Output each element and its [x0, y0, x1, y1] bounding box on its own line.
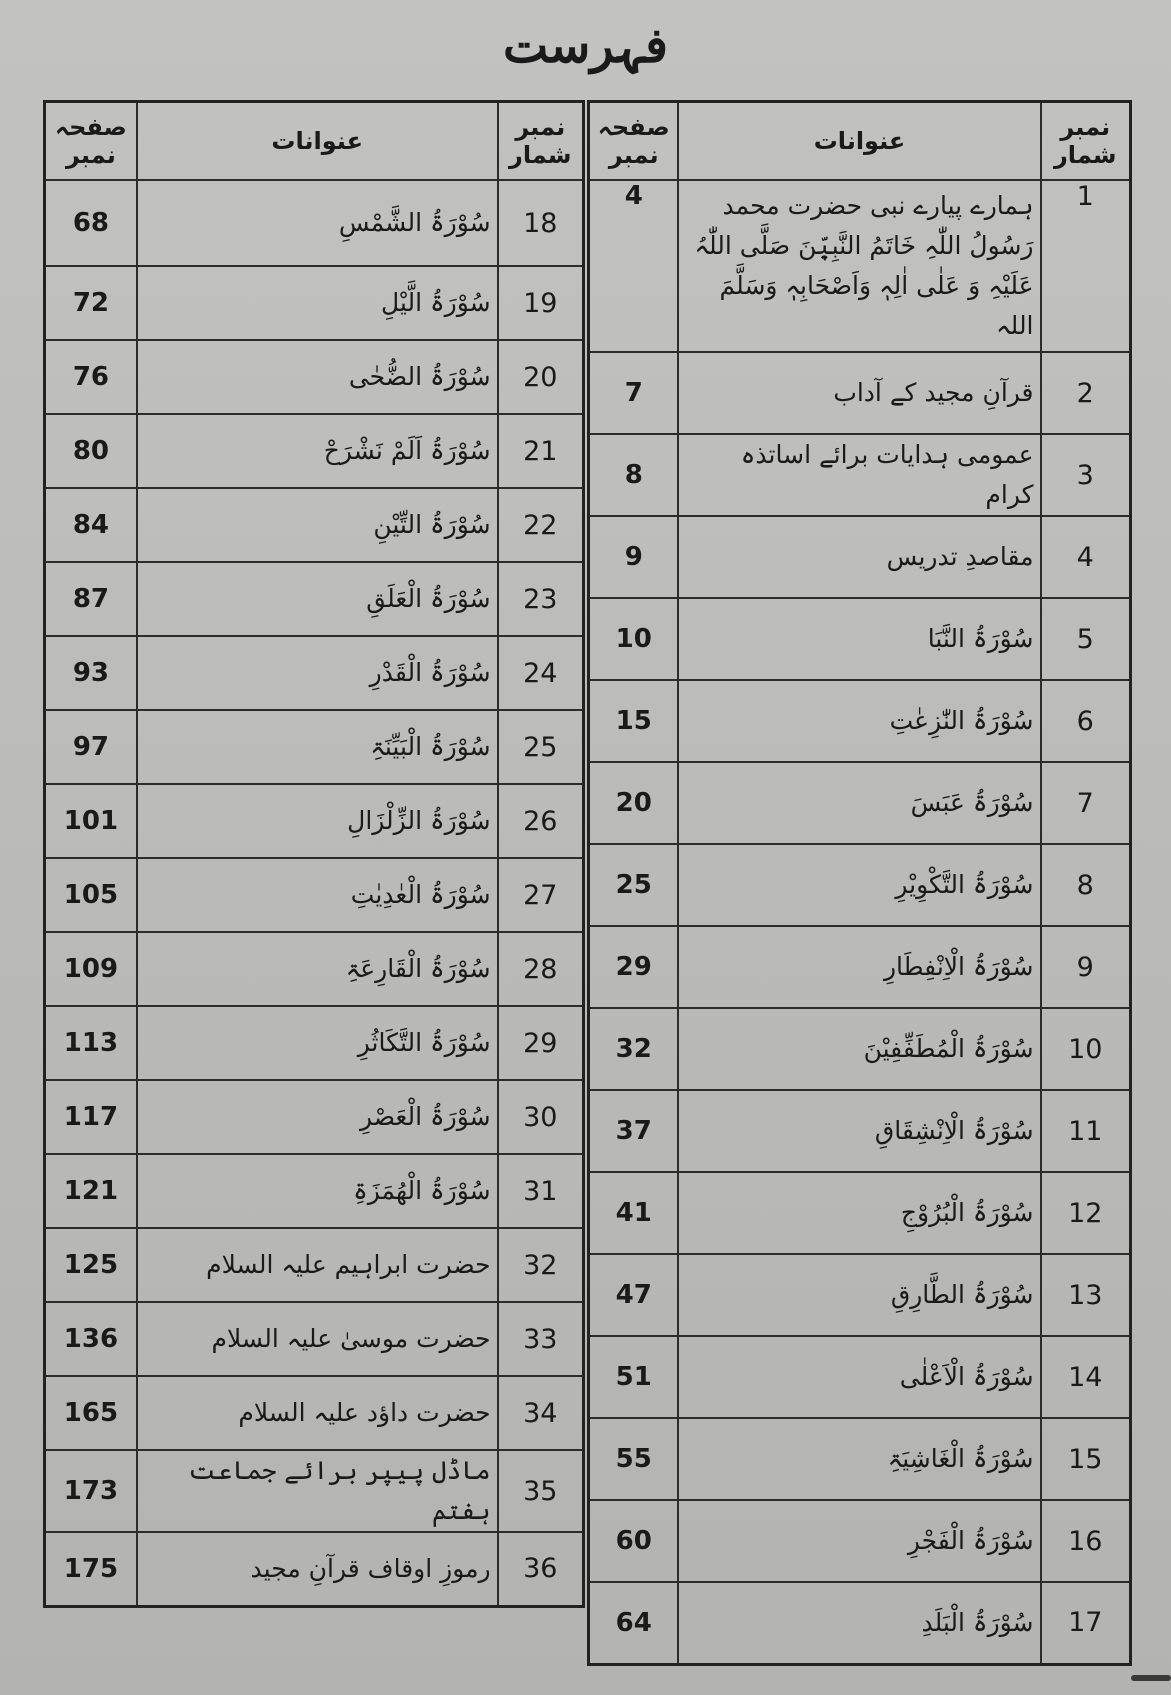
topic-title-cell: سُوْرَۃُ الْاِنْفِطَارِ — [678, 926, 1040, 1008]
serial-number-cell: 19 — [498, 266, 584, 340]
page-number-cell: 10 — [589, 598, 679, 680]
serial-number-cell: 18 — [498, 180, 584, 266]
table-header-row — [589, 102, 1131, 181]
topic-title-cell: سُوْرَۃُ الْمُطَفِّفِیْنَ — [678, 1008, 1040, 1090]
table-row — [589, 762, 1131, 844]
topic-title-cell: قرآنِ مجید کے آداب — [678, 352, 1040, 434]
serial-number-cell: 16 — [1041, 1500, 1131, 1582]
serial-number-cell: 11 — [1041, 1090, 1131, 1172]
serial-number-cell: 33 — [498, 1302, 584, 1376]
topic-title-cell: سُوْرَۃُ النّٰزِعٰتِ — [678, 680, 1040, 762]
table-header-row — [45, 102, 584, 181]
table-row — [45, 488, 584, 562]
serial-number-cell: 23 — [498, 562, 584, 636]
page-number-cell: 47 — [589, 1254, 679, 1336]
table-row — [45, 636, 584, 710]
topic-title-cell: سُوْرَۃُ الْبَلَدِ — [678, 1582, 1040, 1664]
table-row — [589, 1172, 1131, 1254]
serial-number-cell: 15 — [1041, 1418, 1131, 1500]
serial-number-cell: 5 — [1041, 598, 1131, 680]
page-number-cell: 51 — [589, 1336, 679, 1418]
serial-number-cell: 25 — [498, 710, 584, 784]
page-number-cell: 87 — [45, 562, 137, 636]
table-row — [45, 180, 584, 266]
serial-number-cell: 31 — [498, 1154, 584, 1228]
serial-number-cell: 2 — [1041, 352, 1131, 434]
page-number-cell: 72 — [45, 266, 137, 340]
serial-number-cell: 20 — [498, 340, 584, 414]
table-row — [589, 1336, 1131, 1418]
topic-title-cell: ماڈل پیپر برائے جماعت ہفتم — [137, 1450, 498, 1532]
page-number-cell: 101 — [45, 784, 137, 858]
toc-table-left — [43, 100, 585, 1608]
header-serial-number: نمبر شمار — [498, 102, 584, 181]
table-row — [589, 1418, 1131, 1500]
page-number-cell: 20 — [589, 762, 679, 844]
page-number-cell: 76 — [45, 340, 137, 414]
page-number-cell: 80 — [45, 414, 137, 488]
page-corner-mark — [1131, 1675, 1171, 1681]
topic-title-cell: سُوْرَۃُ الزِّلْزَالِ — [137, 784, 498, 858]
table-row — [45, 858, 584, 932]
table-row — [45, 414, 584, 488]
page-number-cell: 7 — [589, 352, 679, 434]
page-number-cell: 125 — [45, 1228, 137, 1302]
table-row — [589, 1500, 1131, 1582]
serial-number-cell: 3 — [1041, 434, 1131, 516]
topic-title-cell: سُوْرَۃُ اَلَمْ نَشْرَحْ — [137, 414, 498, 488]
topic-title-cell: سُوْرَۃُ النَّبَا — [678, 598, 1040, 680]
page-number-cell: 8 — [589, 434, 679, 516]
topic-title-cell: سُوْرَۃُ التَّکْوِیْرِ — [678, 844, 1040, 926]
page-number-cell: 60 — [589, 1500, 679, 1582]
topic-title-cell: سُوْرَۃُ الْعَلَقِ — [137, 562, 498, 636]
topic-title-cell: سُوْرَۃُ الْقَدْرِ — [137, 636, 498, 710]
table-row — [589, 434, 1131, 516]
serial-number-cell: 14 — [1041, 1336, 1131, 1418]
page-number-cell: 105 — [45, 858, 137, 932]
table-row — [45, 1450, 584, 1532]
page-number-cell: 41 — [589, 1172, 679, 1254]
serial-number-cell: 24 — [498, 636, 584, 710]
topic-title-cell: سُوْرَۃُ الَّیْلِ — [137, 266, 498, 340]
header-topics: عنوانات — [137, 102, 498, 181]
table-row — [589, 598, 1131, 680]
topic-title-cell: سُوْرَۃُ التَّکَاثُرِ — [137, 1006, 498, 1080]
page-number-cell: 25 — [589, 844, 679, 926]
page-number-cell: 4 — [589, 180, 679, 352]
topic-title-cell: سُوْرَۃُ الْاِنْشِقَاقِ — [678, 1090, 1040, 1172]
topic-title-cell: مقاصدِ تدریس — [678, 516, 1040, 598]
topic-title-cell: سُوْرَۃُ الْعَصْرِ — [137, 1080, 498, 1154]
table-row — [589, 516, 1131, 598]
page-number-cell: 84 — [45, 488, 137, 562]
serial-number-cell: 27 — [498, 858, 584, 932]
table-row — [45, 784, 584, 858]
table-row — [45, 340, 584, 414]
serial-number-cell: 26 — [498, 784, 584, 858]
table-row — [589, 1008, 1131, 1090]
table-row — [45, 266, 584, 340]
table-row — [589, 680, 1131, 762]
table-row — [45, 710, 584, 784]
table-row — [589, 1090, 1131, 1172]
page-number-cell: 173 — [45, 1450, 137, 1532]
serial-number-cell: 29 — [498, 1006, 584, 1080]
serial-number-cell: 17 — [1041, 1582, 1131, 1664]
table-row — [45, 1302, 584, 1376]
page-number-cell: 37 — [589, 1090, 679, 1172]
page-number-cell: 9 — [589, 516, 679, 598]
serial-number-cell: 10 — [1041, 1008, 1131, 1090]
topic-title-cell: سُوْرَۃُ الْقَارِعَۃِ — [137, 932, 498, 1006]
page-title: فہرست — [503, 18, 668, 74]
serial-number-cell: 22 — [498, 488, 584, 562]
table-row — [589, 1254, 1131, 1336]
topic-title-cell: سُوْرَۃُ الْغَاشِیَۃِ — [678, 1418, 1040, 1500]
table-row — [589, 926, 1131, 1008]
topic-title-cell: سُوْرَۃُ الْبُرُوْجِ — [678, 1172, 1040, 1254]
serial-number-cell: 12 — [1041, 1172, 1131, 1254]
topic-title-cell: حضرت داؤد علیہ السلام — [137, 1376, 498, 1450]
serial-number-cell: 7 — [1041, 762, 1131, 844]
serial-number-cell: 1 — [1041, 180, 1131, 352]
page-number-cell: 175 — [45, 1532, 137, 1606]
page-number-cell: 55 — [589, 1418, 679, 1500]
serial-number-cell: 32 — [498, 1228, 584, 1302]
table-row — [589, 180, 1131, 352]
page-number-cell: 32 — [589, 1008, 679, 1090]
serial-number-cell: 36 — [498, 1532, 584, 1606]
serial-number-cell: 8 — [1041, 844, 1131, 926]
toc-table-right — [587, 100, 1132, 1666]
table-row — [45, 1154, 584, 1228]
topic-title-cell: سُوْرَۃُ الْاَعْلٰی — [678, 1336, 1040, 1418]
page-number-cell: 136 — [45, 1302, 137, 1376]
topic-title-cell: سُوْرَۃُ الْعٰدِیٰتِ — [137, 858, 498, 932]
table-row — [45, 1080, 584, 1154]
table-row — [45, 1228, 584, 1302]
page-number-cell: 93 — [45, 636, 137, 710]
topic-title-cell: حضرت موسیٰ علیہ السلام — [137, 1302, 498, 1376]
serial-number-cell: 9 — [1041, 926, 1131, 1008]
serial-number-cell: 13 — [1041, 1254, 1131, 1336]
table-row — [45, 1532, 584, 1606]
table-row — [589, 1582, 1131, 1664]
page-number-cell: 113 — [45, 1006, 137, 1080]
header-topics: عنوانات — [678, 102, 1040, 181]
topic-title-cell: ہمارے پیارے نبی حضرت محمد رَسُولُ اللّٰہِ خَاتَمُ النَّبِیّٖنَ صَلَّی اللّٰہُ عَلَیْہِ وَ عَلٰی اٰلِہٖ وَاَصْحَابِہٖ وَسَلَّمَ اللہ — [678, 180, 1040, 352]
page-number-cell: 165 — [45, 1376, 137, 1450]
page-number-cell: 97 — [45, 710, 137, 784]
topic-title-cell: حضرت ابراہیم علیہ السلام — [137, 1228, 498, 1302]
topic-title-cell: سُوْرَۃُ الْفَجْرِ — [678, 1500, 1040, 1582]
serial-number-cell: 30 — [498, 1080, 584, 1154]
topic-title-cell: سُوْرَۃُ عَبَسَ — [678, 762, 1040, 844]
page-number-cell: 64 — [589, 1582, 679, 1664]
header-page-number: صفحہ نمبر — [589, 102, 679, 181]
table-row — [45, 562, 584, 636]
header-serial-number: نمبر شمار — [1041, 102, 1131, 181]
serial-number-cell: 6 — [1041, 680, 1131, 762]
page-number-cell: 68 — [45, 180, 137, 266]
page-number-cell: 109 — [45, 932, 137, 1006]
topic-title-cell: رموزِ اوقاف قرآنِ مجید — [137, 1532, 498, 1606]
page-number-cell: 29 — [589, 926, 679, 1008]
topic-title-cell: سُوْرَۃُ الْھُمَزَۃِ — [137, 1154, 498, 1228]
table-row — [45, 932, 584, 1006]
header-page-number: صفحہ نمبر — [45, 102, 137, 181]
table-row — [589, 844, 1131, 926]
page-number-cell: 15 — [589, 680, 679, 762]
topic-title-cell: سُوْرَۃُ الضُّحٰی — [137, 340, 498, 414]
topic-title-cell: سُوْرَۃُ التِّیْنِ — [137, 488, 498, 562]
serial-number-cell: 4 — [1041, 516, 1131, 598]
table-row — [589, 352, 1131, 434]
serial-number-cell: 28 — [498, 932, 584, 1006]
page-number-cell: 117 — [45, 1080, 137, 1154]
topic-title-cell: سُوْرَۃُ الطَّارِقِ — [678, 1254, 1040, 1336]
page-number-cell: 121 — [45, 1154, 137, 1228]
topic-title-cell: سُوْرَۃُ الْبَیِّنَۃِ — [137, 710, 498, 784]
serial-number-cell: 34 — [498, 1376, 584, 1450]
topic-title-cell: عمومی ہدایات برائے اساتذہ کرام — [678, 434, 1040, 516]
serial-number-cell: 35 — [498, 1450, 584, 1532]
table-row — [45, 1006, 584, 1080]
topic-title-cell: سُوْرَۃُ الشَّمْسِ — [137, 180, 498, 266]
serial-number-cell: 21 — [498, 414, 584, 488]
table-row — [45, 1376, 584, 1450]
